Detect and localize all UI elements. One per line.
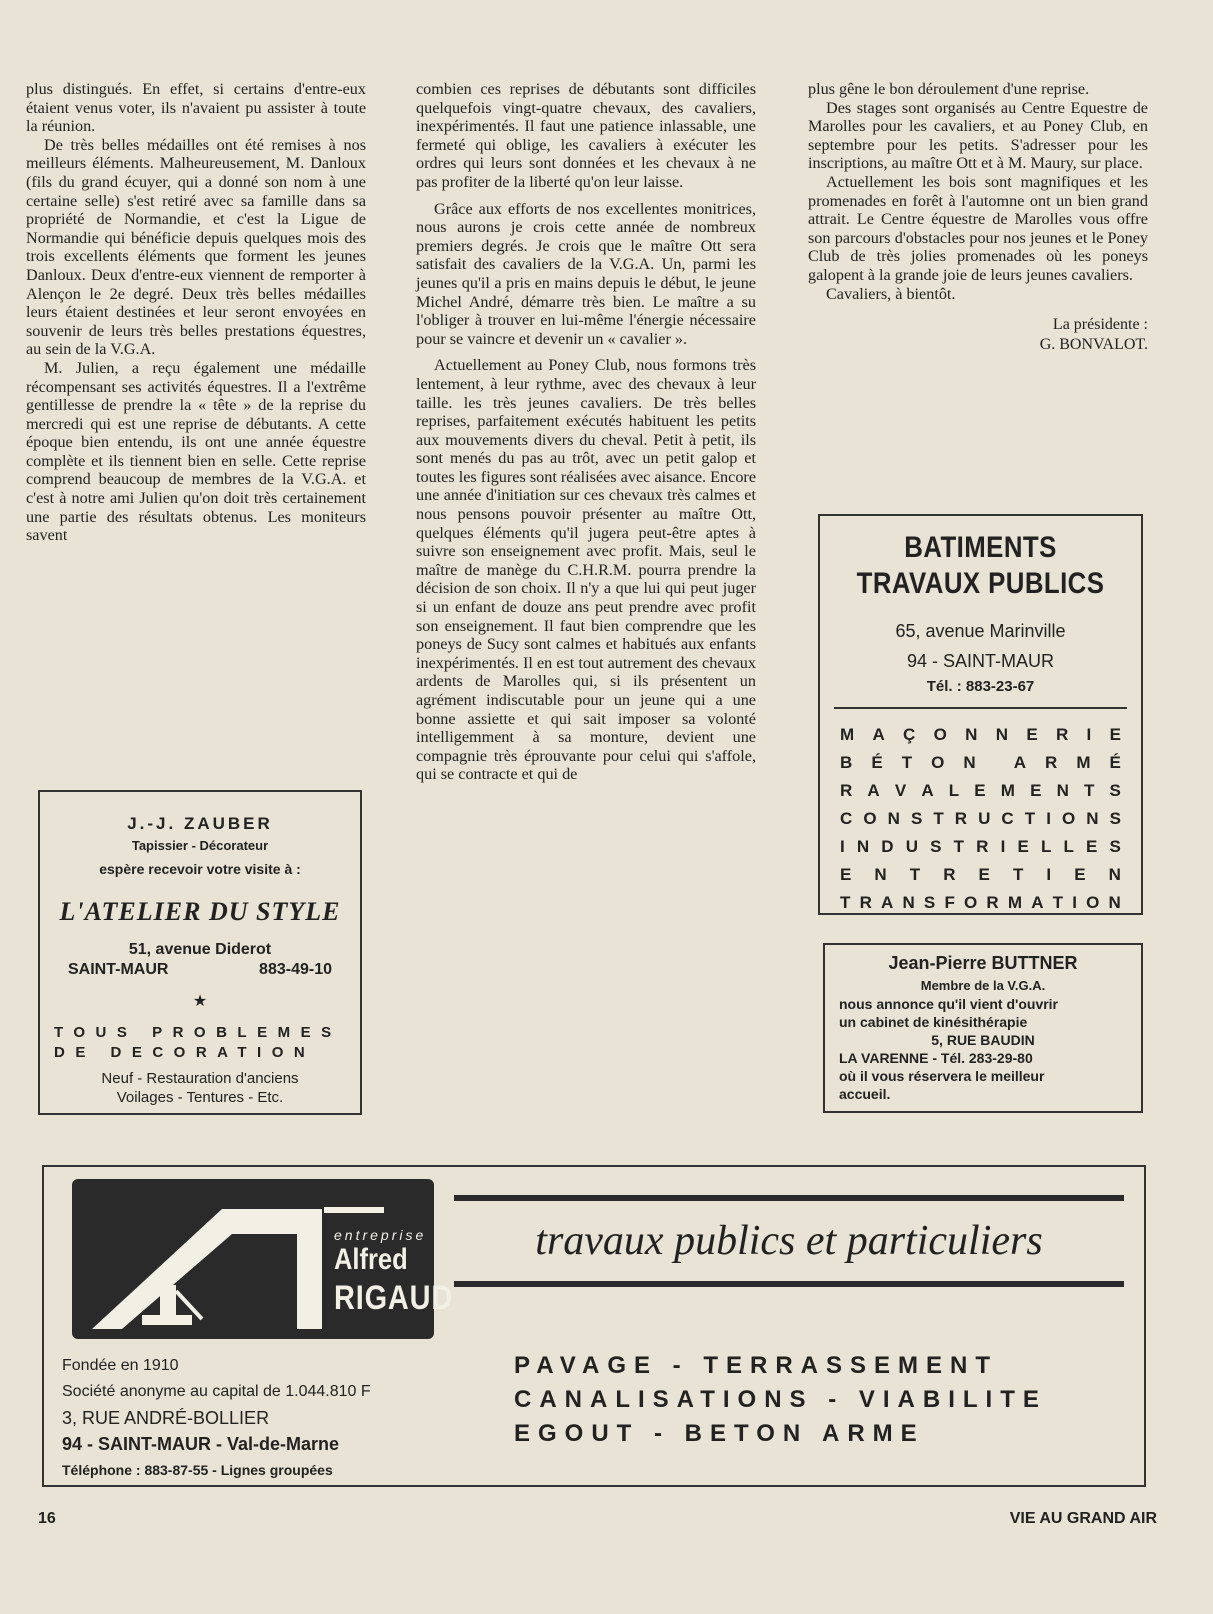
paragraph: De très belles médailles ont été remises à nos meilleurs éléments. Malheureusement, M. Danloux (fils du grand écuyer, qui a donné son nom à une certaine selle) s'est retiré avec sa famille dans sa propriété de Normandie, et c'est la Ligue de Normandie qui bénéficie depuis quelques mois des trois excellents éléments que forment les jeunes Danloux. Deux d'entre-eux viennent de remporter à Alençon le 2e degré. Deux très belles médailles leurs étaient destinées et leur seront envoyées en souvenir de leurs très belles prestations équestres, au sein de la V.G.A. [26,135,366,359]
paragraph: Grâce aux efforts de nos excellentes monitrices, nous aurons je crois cette année de nombreux premiers degrés. Je crois que le maître Ott sera satisfait des cavaliers de la V.G.A. Un, parmi les jeunes qu'il a pris en mains depuis le début, le jeune Michel André, démarre très bien. Le maître a su l'obliger à trouver en lui-même l'énergie nécessaire pour se vaincre et devenir un « cavalier ». [416,199,756,348]
ad-subtitle: Membre de la V.G.A. [920,978,1046,993]
service-line: T R A N S F O R M A T I O N [840,893,1121,912]
service-line: E N T R E T I E N [840,865,1121,884]
company-info [62,1353,371,1483]
ad-buttner [823,943,1143,1113]
ad-headline-line: TOUS PROBLEMES [54,1024,342,1041]
ad-lead: espère recevoir votre visite à : [99,861,301,877]
article-column-1 [26,80,366,545]
signature [808,315,1148,355]
service-line: EGOUT - BETON ARME [514,1420,925,1447]
ad-title: BATIMENTS [904,531,1057,564]
street: 3, RUE ANDRÉ-BOLLIER [62,1408,270,1428]
ad-rigaud [42,1165,1146,1487]
signature-name: G. BONVALOT. [1039,336,1148,354]
page-number: 16 [38,1510,56,1527]
shop-name: L'ATELIER DU STYLE [59,897,341,926]
paragraph: Cavaliers, à bientôt. [826,284,956,303]
magazine-name: VIE AU GRAND AIR [1009,1510,1157,1527]
ad-city: 94 - SAINT-MAUR [906,651,1055,671]
paragraph: plus gêne le bon déroulement d'une reprise. [808,80,1090,98]
capital: Société anonyme au capital de 1.044.810 F [62,1383,371,1400]
ad-phone: Tél. : 883-23-67 [926,678,1035,695]
paragraph: Des stages sont organisés au Centre Equestre de Marolles pour les cavaliers, et au Poney Club, en septembre pour les petits. S'adresser pour les inscriptions, au maître Ott et à M. Maury, sur place. [808,98,1148,173]
ad-line: accueil. [839,1086,891,1102]
paragraph: Actuellement les bois sont magnifiques et les promenades en forêt à l'automne ont un bien grand attrait. Le Centre équestre de Marolles vous offre son parcours d'obstacles pour nos jeunes et le Poney Club de très jolies promenades où les poneys galopent à la grande joie de leurs jeunes cavaliers. [808,172,1148,284]
service-line: CANALISATIONS - VIABILITE [514,1386,1047,1413]
paragraph: plus distingués. En effet, si certains d'entre-eux étaient venus voter, ils n'avaient pu assister à toute la réunion. [26,80,366,136]
service-line: I N D U S T R I E L L E S [840,837,1121,856]
service-line: C O N S T R U C T I O N S [840,809,1121,828]
ad-line: où il vous réservera le meilleur [839,1068,1045,1084]
founded: Fondée en 1910 [62,1357,179,1374]
article-column-2 [416,80,756,784]
city: 94 - SAINT-MAUR - Val-de-Marne [62,1434,340,1454]
ad-phone: 883-49-10 [259,961,332,978]
service-line: R A V A L E M E N T S [840,781,1121,800]
article-column-3 [808,80,1148,355]
ad-text [839,995,1127,1103]
ad-line: un cabinet de kinésithérapie [839,1014,1028,1030]
service-line: M A Ç O N N E R I E [840,725,1121,744]
ad-line: 5, RUE BAUDIN [931,1032,1035,1048]
ad-name: Jean-Pierre BUTTNER [888,953,1078,973]
ad-headline [54,1023,346,1063]
ad-services [514,1349,1047,1451]
ad-address: 65, avenue Marinville [895,621,1066,641]
paragraph: Actuellement au Poney Club, nous formons très lentement, à leur rythme, avec des chevaux à leur taille. les très jeunes cavaliers. De très belles reprises, parfaitement exécutés habituent les petits aux mouvements divers du cheval. Petit à petit, ils sont menés du pas au trôt, avec un petit galop et toutes les figures sont réalisées avec aisance. Encore une année d'initiation sur ces chevaux très calmes et nous pensons pouvoir présenter au maître Ott, quelques éléments qu'il jugera peut-être aptes à suivre son enseignement avec profit. Mais, seul le maître de manège du C.H.R.M. pourra prendre la décision de son choix. Il n'y a que lui qui peut juger si un enfant de douze ans peut prendre avec profit son enseignement. Il faut bien comprendre que les poneys de Sucy sont calmes et habitués aux enfants inexpérimentés. Il en est tout autrement des chevaux ardents de Marolles qui, si ils présentent un agrément indiscutable pour un jeune qui a une bonne assiette et qui sait imposer sa volonté intelligemment à sa monture, devient une compagnie très éprouvante pour celui qui s'affole, qui se contracte et qui de [416,356,756,784]
ad-address: 51, avenue Diderot [128,941,272,958]
ad-zauber [38,790,362,1115]
paragraph: M. Julien, a reçu également une médaille récompensant ses activités équestres. Il a l'extrême gentillesse de prendre la « tête » de la reprise du mercredi qui est une reprise de débutants. A cette époque bien entendu, ils ont une année équestre complète et ils tiennent bien en selle. Cette reprise comprend beaucoup de membres de la V.G.A. et c'est à notre ami Julien qu'on doit très certainement une partie des résultats obtenus. Les moniteurs savent [26,358,366,545]
ad-title-block [454,1195,1124,1287]
ad-title: travaux publics et particuliers [535,1218,1043,1264]
signature-title: La présidente : [1052,316,1148,334]
ad-detail-line: Voilages - Tentures - Etc. [116,1089,284,1106]
ad-detail-line: Neuf - Restauration d'anciens [101,1070,299,1087]
paragraph: combien ces reprises de débutants sont difficiles quelquefois vingt-quatre chevaux, des cavaliers, inexpérimentés. Il faut une patience inlassable, une fermeté qui oblige, les cavaliers à exécuter les ordres qui leurs sont données et les chevaux à ne pas profiter de la liberté qu'on leur laisse. [416,80,756,191]
rigaud-logo [72,1179,454,1339]
ad-title: TRAVAUX PUBLICS [856,567,1105,600]
ad-headline-line: DE DECORATION [54,1044,316,1061]
logo-entreprise: entreprise [334,1227,427,1243]
ad-name: J.-J. ZAUBER [127,814,273,833]
phone: Téléphone : 883-87-55 - Lignes groupées [62,1462,333,1478]
logo-alfred: Alfred [334,1243,408,1276]
ad-details [54,1069,346,1107]
service-line: B É T O N A R M É [840,753,1121,772]
ad-line: LA VARENNE - Tél. 283-29-80 [839,1050,1033,1066]
ad-line: nous annonce qu'il vient d'ouvrir [839,996,1059,1012]
ad-subtitle: Tapissier - Décorateur [131,838,269,853]
ad-city-line [54,961,346,979]
star-icon: ★ [192,993,208,1010]
service-line: PAVAGE - TERRASSEMENT [514,1352,999,1379]
ad-batiments [818,514,1143,915]
ad-services [820,721,1141,917]
ad-city: SAINT-MAUR [68,961,169,978]
logo-rigaud: RIGAUD [334,1279,454,1317]
divider [834,707,1127,709]
divider [454,1281,1124,1287]
